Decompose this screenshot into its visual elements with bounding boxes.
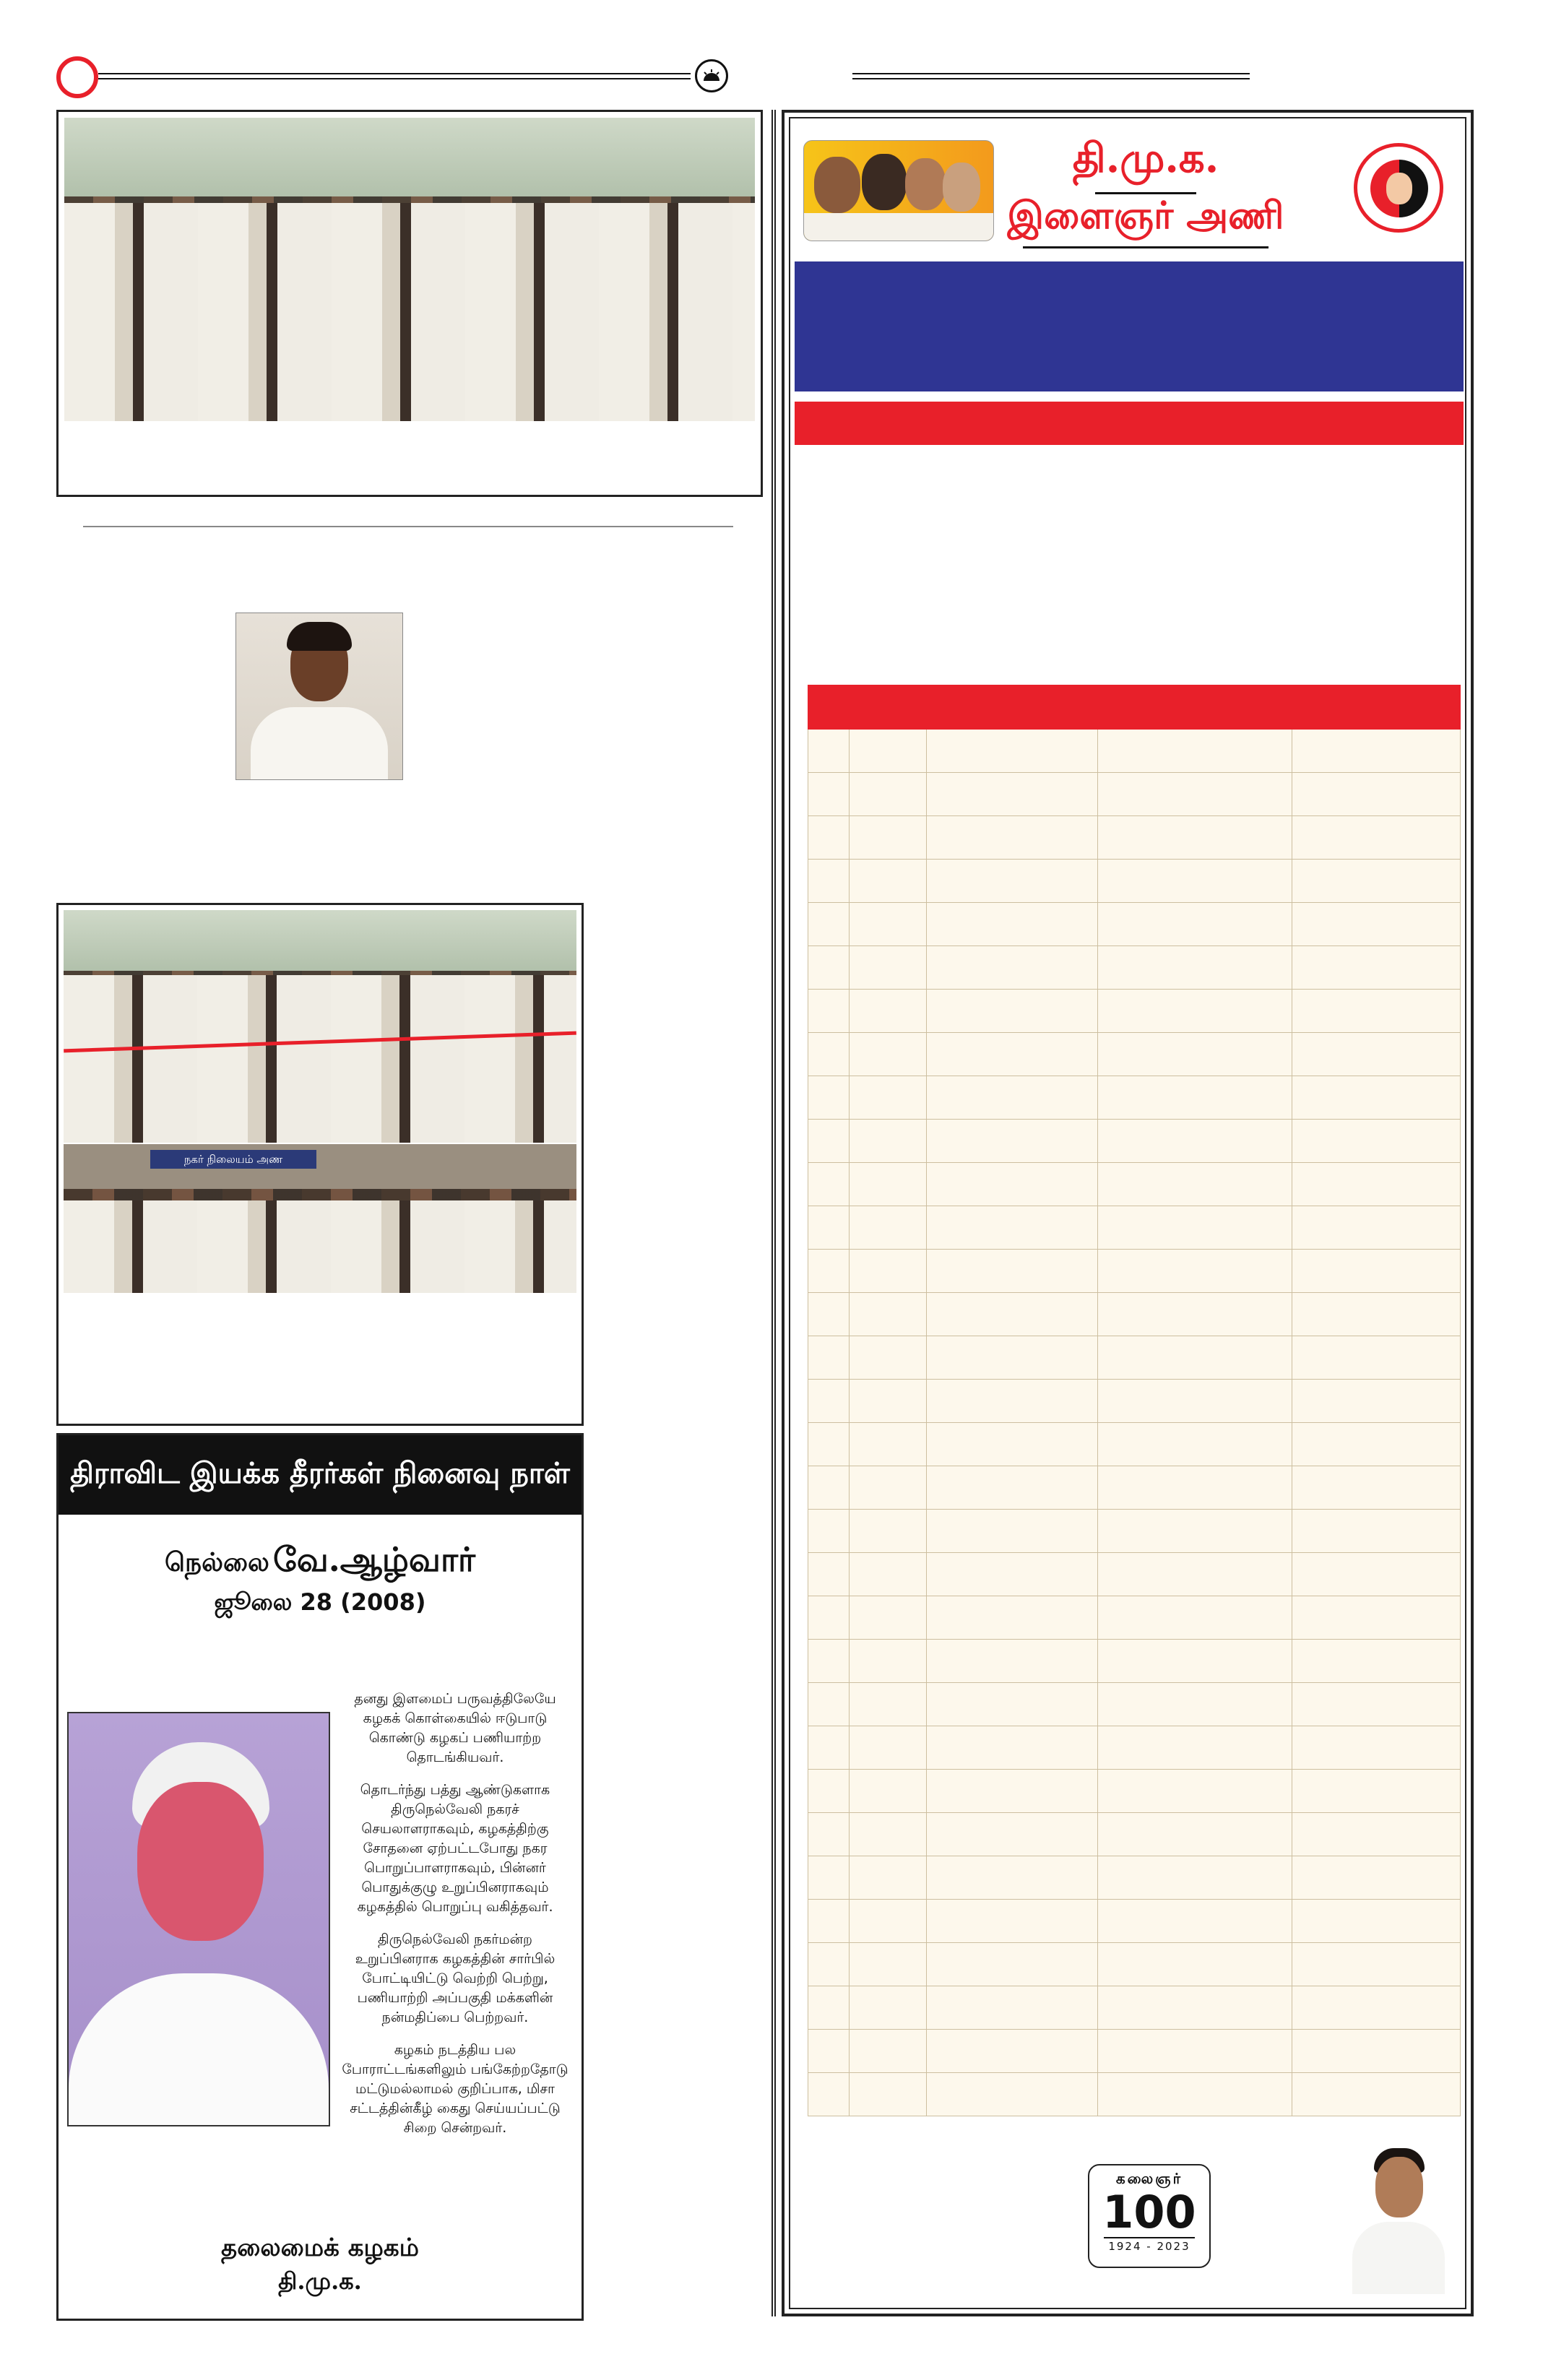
youth-wing-logo-icon xyxy=(1354,143,1443,233)
table-cell xyxy=(808,1336,850,1380)
table-cell xyxy=(927,1206,1098,1250)
table-cell xyxy=(1098,2073,1292,2116)
memorial-paragraph: கழகம் நடத்திய பல போராட்டங்களிலும் பங்கேற்றதோடு மட்டுமல்லாமல் குறிப்பாக, மிசா சட்டத்தின்கீழ் கைது செய்யப்பட்டு சிறை சென்றவர். xyxy=(342,2042,569,2136)
table-cell xyxy=(1098,946,1292,990)
table-cell xyxy=(1098,1596,1292,1640)
logo-years: 1924 - 2023 xyxy=(1104,2237,1195,2253)
table-cell xyxy=(808,1076,850,1120)
table-row xyxy=(808,816,1461,860)
table-row xyxy=(808,1986,1461,2030)
column-divider xyxy=(772,110,776,2316)
table-cell xyxy=(850,1293,927,1336)
red-banner xyxy=(795,402,1464,445)
table-row xyxy=(808,1856,1461,1900)
table-cell xyxy=(1098,1336,1292,1380)
table-row xyxy=(808,1813,1461,1856)
table-row xyxy=(808,1423,1461,1466)
table-cell xyxy=(808,1856,850,1900)
table-cell xyxy=(1098,1293,1292,1336)
table-header-cell xyxy=(850,685,927,730)
table-cell xyxy=(850,2030,927,2073)
table-cell xyxy=(1098,1553,1292,1596)
table-cell xyxy=(850,1900,927,1943)
table-row xyxy=(808,1336,1461,1380)
table-cell xyxy=(850,990,927,1033)
table-cell xyxy=(808,1943,850,1986)
memorial-paragraph: திருநெல்வேலி நகர்மன்ற உறுப்பினராக கழகத்தின் சார்பில் போட்டியிட்டு வெற்றி பெற்று, பணியாற்றி அப்பகுதி மக்களின் நன்மதிப்பை பெற்றவர். xyxy=(355,1931,556,2025)
table-row xyxy=(808,946,1461,990)
table-row xyxy=(808,1293,1461,1336)
table-cell xyxy=(927,1770,1098,1813)
ribbon-cutting-photo xyxy=(64,910,576,1143)
panel-title-2: இளைஞர் அணி xyxy=(1007,194,1284,238)
table-cell xyxy=(927,1466,1098,1510)
table-cell xyxy=(1098,860,1292,903)
memorial-text xyxy=(340,1689,570,2138)
table-cell xyxy=(1292,946,1461,990)
table-cell xyxy=(1292,1813,1461,1856)
table-cell xyxy=(1292,1943,1461,1986)
table-cell xyxy=(927,1250,1098,1293)
table-cell xyxy=(1292,1076,1461,1120)
table-cell xyxy=(1292,1770,1461,1813)
table-row xyxy=(808,1900,1461,1943)
table-row xyxy=(808,1596,1461,1640)
kalaignar-100-logo xyxy=(1088,2164,1211,2268)
table-row xyxy=(808,2073,1461,2116)
table-cell xyxy=(1098,2030,1292,2073)
table-header-cell xyxy=(1292,685,1461,730)
top-rule-left xyxy=(98,73,691,79)
table-cell xyxy=(927,1553,1098,1596)
table-cell xyxy=(1292,903,1461,946)
table-cell xyxy=(850,860,927,903)
table-cell xyxy=(927,2073,1098,2116)
logo-top-text: கலைஞர் xyxy=(1115,2170,1183,2187)
table-row xyxy=(808,1726,1461,1770)
table-cell xyxy=(850,1726,927,1770)
table-cell xyxy=(808,816,850,860)
table-cell xyxy=(850,1856,927,1900)
table-header-cell xyxy=(927,685,1098,730)
table-cell xyxy=(1292,1206,1461,1250)
table-cell xyxy=(927,730,1098,773)
table-cell xyxy=(1098,903,1292,946)
table-cell xyxy=(927,1986,1098,2030)
table-cell xyxy=(850,1120,927,1163)
leaders-photo xyxy=(803,140,994,241)
table-cell xyxy=(808,730,850,773)
table-cell xyxy=(1292,1856,1461,1900)
table-cell xyxy=(1292,1726,1461,1770)
table-cell xyxy=(1292,2030,1461,2073)
table-cell xyxy=(850,730,927,773)
table-cell xyxy=(927,773,1098,816)
table-cell xyxy=(1098,990,1292,1033)
memorial-box xyxy=(56,1433,584,2321)
table-cell xyxy=(1292,1683,1461,1726)
section-divider xyxy=(83,526,733,527)
table-cell xyxy=(1292,860,1461,903)
table-cell xyxy=(850,1033,927,1076)
memorial-footer-1: தலைமைக் கழகம் xyxy=(221,2233,419,2262)
table-cell xyxy=(1292,1466,1461,1510)
table-cell xyxy=(1292,1423,1461,1466)
table-cell xyxy=(850,1466,927,1510)
table-cell xyxy=(850,1250,927,1293)
table-header-row xyxy=(808,685,1461,730)
table-cell xyxy=(808,1033,850,1076)
table-header-cell xyxy=(1098,685,1292,730)
table-cell xyxy=(927,1596,1098,1640)
portrait-photo xyxy=(235,613,403,780)
table-cell xyxy=(1292,1336,1461,1380)
table-cell xyxy=(1098,1120,1292,1163)
table-cell xyxy=(808,1293,850,1336)
table-cell xyxy=(927,2030,1098,2073)
top-left-circle xyxy=(56,56,98,98)
table-cell xyxy=(850,1510,927,1553)
table-cell xyxy=(927,1510,1098,1553)
table-cell xyxy=(808,990,850,1033)
table-cell xyxy=(927,903,1098,946)
table-cell xyxy=(1292,1380,1461,1423)
table-row xyxy=(808,1033,1461,1076)
table-cell xyxy=(1098,773,1292,816)
table-row xyxy=(808,1120,1461,1163)
table-cell xyxy=(1098,1206,1292,1250)
table-cell xyxy=(808,2030,850,2073)
table-cell xyxy=(1292,773,1461,816)
table-cell xyxy=(808,946,850,990)
table-cell xyxy=(808,1250,850,1293)
table-row xyxy=(808,903,1461,946)
table-row xyxy=(808,1163,1461,1206)
table-row xyxy=(808,730,1461,773)
memorial-header: திராவிட இயக்க தீரர்கள் நினைவு நாள் xyxy=(70,1456,570,1490)
meeting-photo xyxy=(64,1144,576,1293)
table-cell xyxy=(1098,1380,1292,1423)
table-cell xyxy=(1292,1250,1461,1293)
table-cell xyxy=(1292,1163,1461,1206)
table-row xyxy=(808,1380,1461,1423)
table-cell xyxy=(808,1510,850,1553)
table-cell xyxy=(1292,1596,1461,1640)
table-row xyxy=(808,1640,1461,1683)
table-cell xyxy=(1292,816,1461,860)
table-cell xyxy=(1292,1553,1461,1596)
table-cell xyxy=(808,1163,850,1206)
table-row xyxy=(808,1206,1461,1250)
table-cell xyxy=(1098,1033,1292,1076)
memorial-paragraph: தொடர்ந்து பத்து ஆண்டுகளாக திருநெல்வேலி நகரச் செயலாளராகவும், கழகத்திற்கு சோதனை ஏற்பட்டபோது நகர பொறுப்பாளராகவும், பின்னர் பொதுக்குழு உறுப்பினராகவும் கழகத்தில் பொறுப்பு வகித்தவர். xyxy=(357,1782,553,1915)
table-cell xyxy=(808,1770,850,1813)
logo-number: 100 xyxy=(1102,2186,1196,2238)
table-cell xyxy=(850,1986,927,2030)
table-cell xyxy=(1292,2073,1461,2116)
photo-box-top xyxy=(56,110,763,497)
table-cell xyxy=(927,1683,1098,1726)
table-cell xyxy=(808,1380,850,1423)
table-cell xyxy=(850,773,927,816)
memorial-date: ஜூலை 28 (2008) xyxy=(214,1588,426,1616)
table-cell xyxy=(1098,1813,1292,1856)
memorial-footer-2: தி.மு.க. xyxy=(278,2267,362,2295)
table-cell xyxy=(850,903,927,946)
table-cell xyxy=(1098,1900,1292,1943)
table-cell xyxy=(1098,1510,1292,1553)
table-cell xyxy=(927,1943,1098,1986)
table-cell xyxy=(927,1120,1098,1163)
table-row xyxy=(808,1683,1461,1726)
table-cell xyxy=(808,860,850,903)
members-table xyxy=(808,685,1461,2116)
table-cell xyxy=(808,2073,850,2116)
table-cell xyxy=(1292,1293,1461,1336)
table-cell xyxy=(927,1640,1098,1683)
table-cell xyxy=(927,1423,1098,1466)
table-cell xyxy=(850,1683,927,1726)
memorial-portrait xyxy=(67,1712,330,2126)
rising-sun-icon xyxy=(695,59,728,92)
table-cell xyxy=(1098,1726,1292,1770)
table-cell xyxy=(850,1640,927,1683)
table-cell xyxy=(808,1986,850,2030)
table-cell xyxy=(1292,1120,1461,1163)
table-cell xyxy=(927,1726,1098,1770)
table-cell xyxy=(927,1380,1098,1423)
table-row xyxy=(808,1770,1461,1813)
table-cell xyxy=(808,1813,850,1856)
leader-photo-bottom xyxy=(1348,2142,1449,2294)
table-cell xyxy=(1098,1640,1292,1683)
memorial-name-prefix: நெல்லை xyxy=(164,1547,269,1578)
table-cell xyxy=(850,1813,927,1856)
table-cell xyxy=(808,1596,850,1640)
photo-box-middle xyxy=(56,903,584,1426)
table-row xyxy=(808,2030,1461,2073)
table-row xyxy=(808,860,1461,903)
table-cell xyxy=(1098,1943,1292,1986)
table-cell xyxy=(927,860,1098,903)
table-cell xyxy=(1098,1163,1292,1206)
memorial-header-bar xyxy=(59,1435,582,1515)
table-cell xyxy=(850,1206,927,1250)
table-cell xyxy=(850,816,927,860)
table-cell xyxy=(1292,1510,1461,1553)
table-cell xyxy=(1098,816,1292,860)
table-cell xyxy=(808,1553,850,1596)
table-cell xyxy=(850,1380,927,1423)
table-cell xyxy=(927,990,1098,1033)
table-cell xyxy=(1292,1986,1461,2030)
table-cell xyxy=(808,1120,850,1163)
table-cell xyxy=(927,1163,1098,1206)
table-cell xyxy=(927,1813,1098,1856)
photo-sign: நகர் நிலையம் அண xyxy=(150,1150,316,1169)
table-cell xyxy=(808,773,850,816)
blue-banner xyxy=(795,261,1464,391)
table-row xyxy=(808,990,1461,1033)
table-cell xyxy=(927,1336,1098,1380)
table-cell xyxy=(1098,1856,1292,1900)
table-cell xyxy=(808,1683,850,1726)
table-cell xyxy=(850,1163,927,1206)
panel-title-underline-2 xyxy=(1023,246,1268,248)
table-cell xyxy=(850,1943,927,1986)
table-cell xyxy=(927,1900,1098,1943)
table-cell xyxy=(850,1423,927,1466)
table-cell xyxy=(850,2073,927,2116)
right-panel xyxy=(782,110,1474,2316)
table-cell xyxy=(1098,730,1292,773)
table-cell xyxy=(927,1076,1098,1120)
table-row xyxy=(808,1076,1461,1120)
panel-title-1: தி.மு.க. xyxy=(1072,134,1219,182)
table-cell xyxy=(927,816,1098,860)
event-photo-top xyxy=(64,118,755,421)
table-cell xyxy=(850,1553,927,1596)
table-cell xyxy=(850,1076,927,1120)
memorial-paragraph: தனது இளமைப் பருவத்திலேயே கழகக் கொள்கையில் ஈடுபாடு கொண்டு கழகப் பணியாற்ற தொடங்கியவர். xyxy=(354,1691,556,1765)
table-cell xyxy=(927,946,1098,990)
table-cell xyxy=(1292,1033,1461,1076)
table-cell xyxy=(808,1900,850,1943)
table-cell xyxy=(850,1770,927,1813)
table-cell xyxy=(1292,1900,1461,1943)
table-cell xyxy=(927,1033,1098,1076)
table-header-cell xyxy=(808,685,850,730)
table-row xyxy=(808,1553,1461,1596)
table-cell xyxy=(808,1640,850,1683)
table-row xyxy=(808,773,1461,816)
table-cell xyxy=(1098,1076,1292,1120)
table-row xyxy=(808,1510,1461,1553)
table-cell xyxy=(1098,1466,1292,1510)
table-cell xyxy=(1098,1770,1292,1813)
table-row xyxy=(808,1466,1461,1510)
table-cell xyxy=(850,1596,927,1640)
table-row xyxy=(808,1250,1461,1293)
table-row xyxy=(808,1943,1461,1986)
table-cell xyxy=(808,1466,850,1510)
table-cell xyxy=(927,1293,1098,1336)
table-cell xyxy=(1098,1683,1292,1726)
table-cell xyxy=(1098,1423,1292,1466)
table-cell xyxy=(927,1856,1098,1900)
table-cell xyxy=(808,1726,850,1770)
memorial-title xyxy=(59,1540,582,1584)
table-cell xyxy=(808,1423,850,1466)
table-cell xyxy=(850,1336,927,1380)
table-cell xyxy=(1292,1640,1461,1683)
table-cell xyxy=(1098,1986,1292,2030)
table-cell xyxy=(1098,1250,1292,1293)
top-rule-right xyxy=(852,73,1250,79)
table-cell xyxy=(808,903,850,946)
memorial-name: வே.ஆழ்வார் xyxy=(273,1540,476,1579)
table-cell xyxy=(808,1206,850,1250)
table-cell xyxy=(1292,990,1461,1033)
table-cell xyxy=(850,946,927,990)
table-cell xyxy=(1292,730,1461,773)
